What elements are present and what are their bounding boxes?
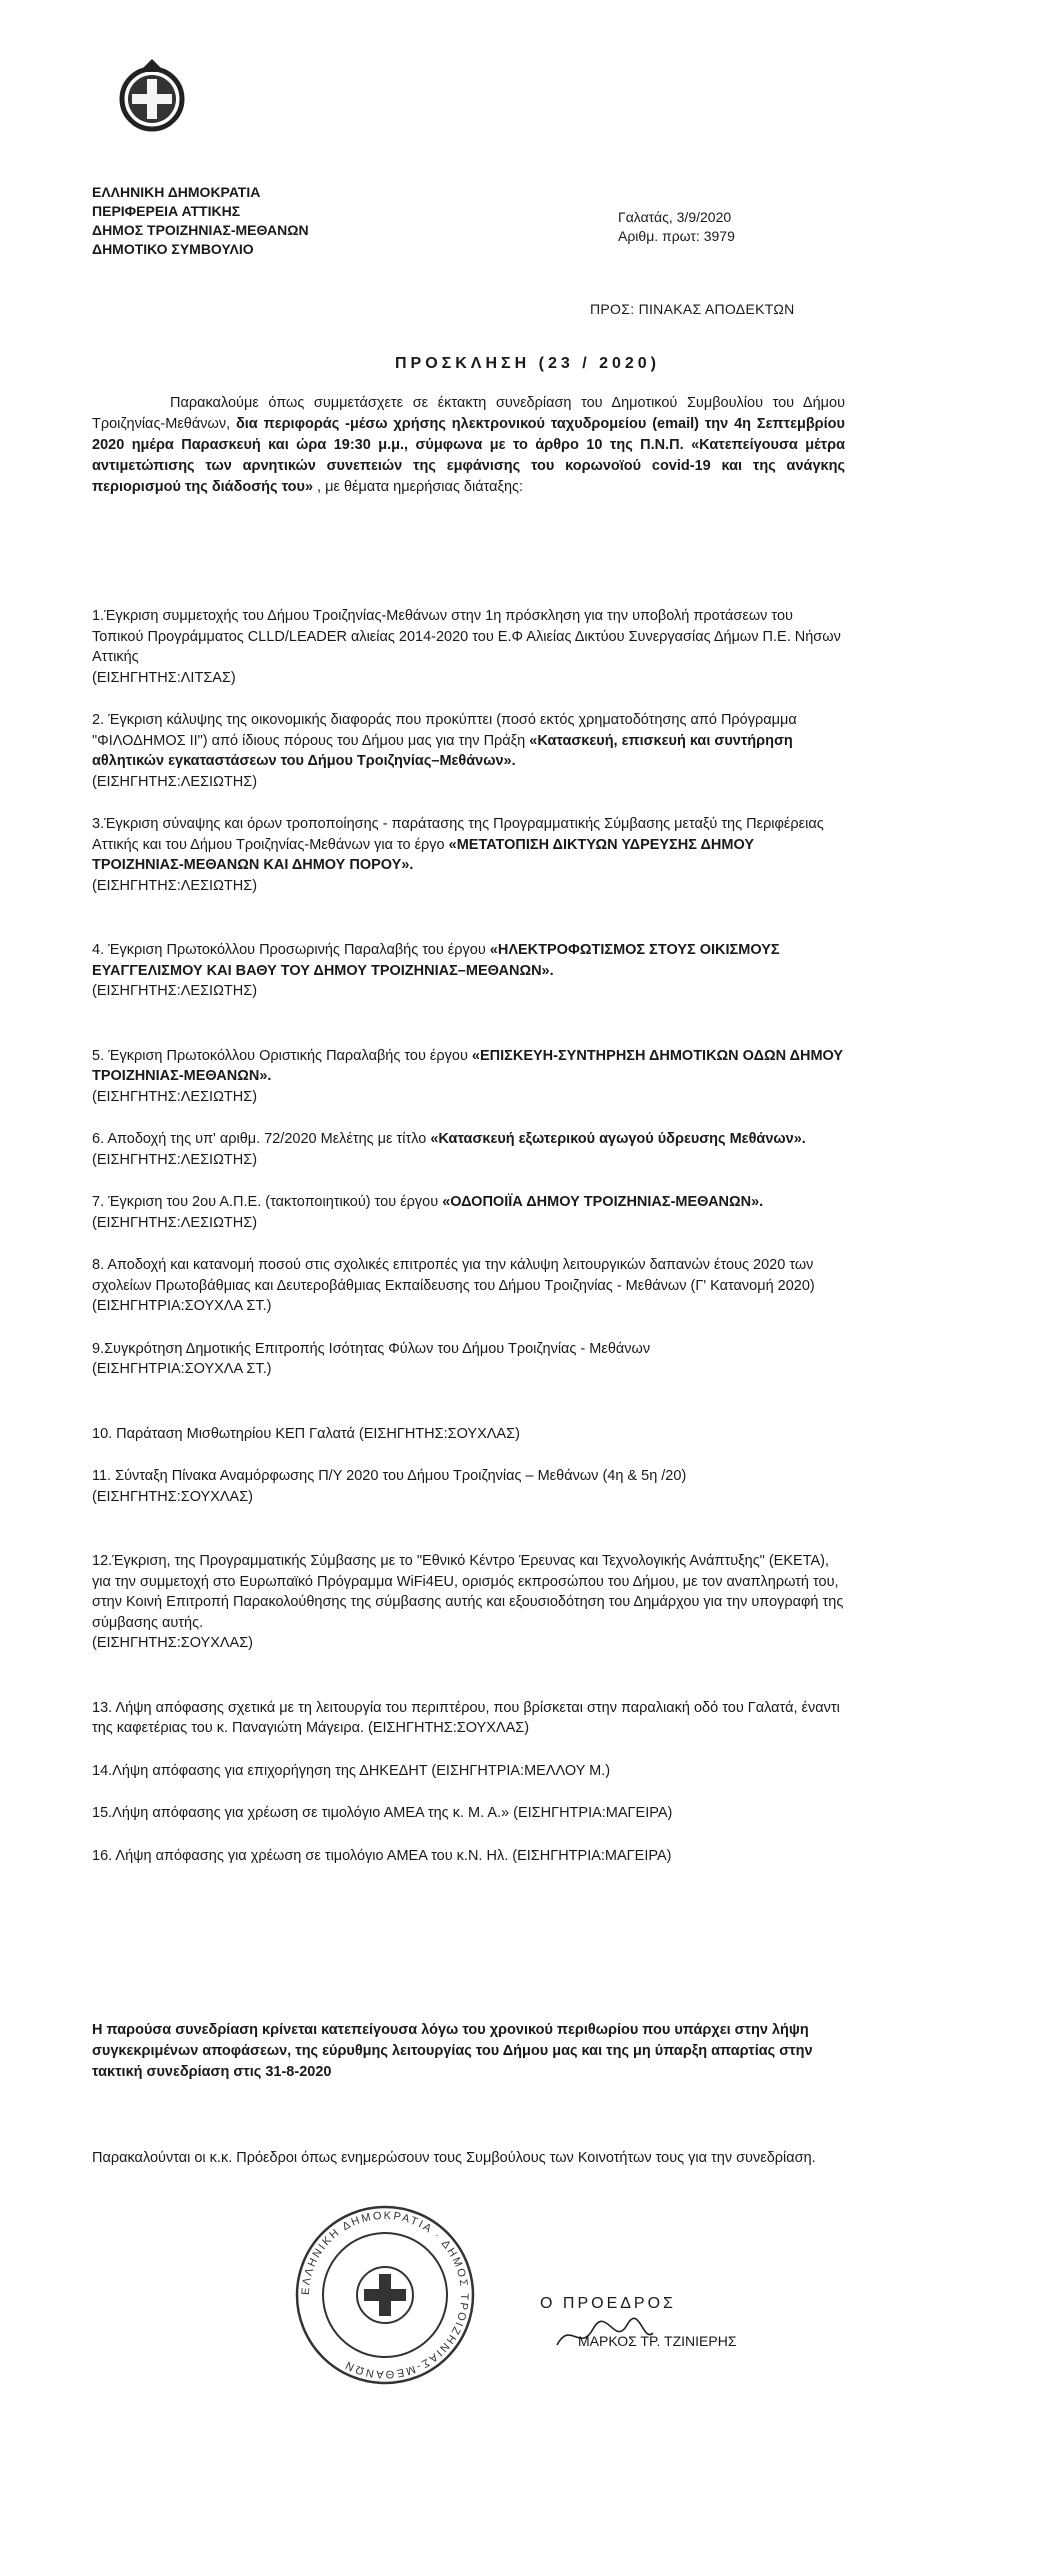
issuer-header (92, 183, 309, 259)
agenda-item-body: 4. Έγκριση Πρωτοκόλλου Προσωρινής Παραλαβής του έργου (92, 942, 490, 958)
urgency-statement: Η παρούσα συνεδρίαση κρίνεται κατεπείγουσα λόγω του χρονικού περιθωρίου που υπάρχει στην λήψη συγκεκριμένων αποφάσεων, της εύρυθμης λειτουργίας του Δήμου μας και της μη ύπαρξη απαρτίας στην τακτική συνεδρίαση στις 31-8-2020 (92, 2022, 813, 2080)
agenda-item-project-title: «ΕΠΙΣΚΕΥΗ-ΣΥΝΤΗΡΗΣΗ ΔΗΜΟΤΙΚΩΝ ΟΔΩΝ ΔΗΜΟΥ ΤΡΟΙΖΗΝΙΑΣ-ΜΕΘΑΝΩΝ». (92, 1047, 844, 1084)
agenda-item-rapporteur: (ΕΙΣΗΓΗΤΗΣ:ΛΕΣΙΩΤΗΣ) (92, 773, 258, 790)
agenda-list (92, 606, 845, 1866)
agenda-item-text (92, 1424, 845, 1445)
intro-part-1: Παρακαλούμε όπως συμμετάσχετε σε έκτακτη συνεδρίαση του Δημοτικού Συμβουλίου του Δήμου Τροιζηνίας-Μεθάνων, (92, 395, 845, 432)
agenda-item-body: 6. Αποδοχή της υπ' αριθμ. 72/2020 Μελέτης με τίτλο (92, 1131, 431, 1147)
agenda-item-text (92, 1192, 845, 1233)
agenda-item-body: 12.Έγκριση, της Προγραμματικής Σύμβασης με το "Εθνικό Κέντρο Έρευνας και Τεχνολογικής Ανάπτυξης" (ΕΚΕΤΑ), για την συμμετοχή στο Ευρωπαϊκό Πρόγραμμα WiFi4EU, ορισμός εκπροσώπου του Δήμου, με τον αναπληρωτή του, στην Κοινή Επιτροπή Παρακολούθησης της σύμβασης αυτής και εξουσιοδότηση του Δημάρχου για την υπογραφή της σύμβασης αυτής. (92, 1553, 844, 1631)
agenda-item-rapporteur: (ΕΙΣΗΓΗΤΡΙΑ:ΣΟΥΧΛΑ ΣΤ.) (92, 1361, 272, 1377)
president-name: ΜΑΡΚΟΣ ΤΡ. ΤΖΙΝΙΕΡΗΣ (578, 2333, 737, 2349)
agenda-item-body: 1.Έγκριση συμμετοχής του Δήμου Τροιζηνίας-Μεθάνων στην 1η πρόσκληση για την υποβολή προτάσεων του Τοπικού Προγράμματος CLLD/LEADER αλιείας 2014-2020 του Ε.Φ Αλιείας Δικτύου Συνεργασίας Δήμων Π.Ε. Νήσων Αττικής (92, 608, 841, 665)
header-line: ΔΗΜΟΣ ΤΡΟΙΖΗΝΙΑΣ-ΜΕΘΑΝΩΝ (92, 222, 309, 238)
agenda-item (92, 1551, 845, 1654)
agenda-item-rapporteur: (ΕΙΣΗΓΗΤΡΙΑ:ΣΟΥΧΛΑ ΣΤ.) (92, 1298, 272, 1314)
agenda-item-body: 16. Λήψη απόφασης για χρέωση σε τιμολόγιο ΑΜΕΑ του κ.Ν. Ηλ. (ΕΙΣΗΓΗΤΡΙΑ:ΜΑΓΕΙΡΑ) (92, 1847, 672, 1864)
recipients-line: ΠΡΟΣ: ΠΙΝΑΚΑΣ ΑΠΟΔΕΚΤΩΝ (590, 301, 795, 317)
agenda-item (92, 1046, 845, 1108)
agenda-item-text (92, 1255, 845, 1296)
agenda-item-body: 7. Έγκριση του 2ου Α.Π.Ε. (τακτοποιητικού) του έργου (92, 1194, 443, 1210)
agenda-item (92, 1424, 845, 1445)
header-line: ΠΕΡΙΦΕΡΕΙΑ ΑΤΤΙΚΗΣ (92, 203, 241, 219)
agenda-item-text (92, 1761, 845, 1782)
agenda-item-text (92, 1466, 845, 1487)
protocol-number: Αριθμ. πρωτ: 3979 (618, 228, 735, 244)
agenda-item-body: 2. Έγκριση κάλυψης της οικονομικής διαφοράς που προκύπτει (ποσό εκτός χρηματοδότησης από Πρόγραμμα "ΦΙΛΟΔΗΜΟΣ ΙΙ") από ίδιους πόρους του Δήμου μας για την Πράξη (92, 712, 797, 749)
agenda-item-body: 11. Σύνταξη Πίνακα Αναμόρφωσης Π/Υ 2020 του Δήμου Τροιζηνίας – Μεθάνων (4η & 5η /20) (92, 1468, 687, 1484)
agenda-item (92, 1255, 845, 1317)
agenda-item (92, 1698, 845, 1739)
agenda-item-text (92, 1698, 845, 1739)
agenda-item-rapporteur: (ΕΙΣΗΓΗΤΗΣ:ΛΕΣΙΩΤΗΣ) (92, 983, 258, 999)
agenda-item-project-title: «Κατασκευή, επισκευή και συντήρηση αθλητικών εγκαταστάσεων του Δήμου Τροιζηνίας–Μεθάνων». (92, 732, 793, 769)
agenda-item (92, 1466, 845, 1507)
agenda-item-project-title: «ΟΔΟΠΟΙΪΑ ΔΗΜΟΥ ΤΡΟΙΖΗΝΙΑΣ-ΜΕΘΑΝΩΝ». (442, 1194, 764, 1210)
agenda-item-project-title: «Κατασκευή εξωτερικού αγωγού ύδρευσης Μεθάνων». (430, 1131, 806, 1147)
agenda-item-project-title: «ΜΕΤΑΤΟΠΙΣΗ ΔΙΚΤΥΩΝ ΥΔΡΕΥΣΗΣ ΔΗΜΟΥ ΤΡΟΙΖΗΝΙΑΣ-ΜΕΘΑΝΩΝ ΚΑΙ ΔΗΜΟΥ ΠΟΡΟΥ». (92, 836, 754, 873)
agenda-item-text (92, 940, 845, 981)
agenda-item-text (92, 1046, 845, 1087)
agenda-item (92, 1846, 845, 1867)
agenda-item (92, 710, 845, 792)
presidents-notice: Παρακαλούνται οι κ.κ. Πρόεδροι όπως ενημερώσουν τους Συμβούλους των Κοινοτήτων τους για την συνεδρίαση. (92, 2150, 816, 2166)
agenda-item-text (92, 710, 845, 772)
stamp-ring-text: ΕΛΛΗΝΙΚΗ ΔΗΜΟΚΡΑΤΙΑ · ΔΗΜΟΣ ΤΡΟΙΖΗΝΙΑΣ-ΜΕΘΑΝΩΝ (299, 2209, 471, 2381)
document-date: Γαλατάς, 3/9/2020 (618, 209, 732, 225)
agenda-item (92, 1192, 845, 1233)
document-title: ΠΡΟΣΚΛΗΣΗ (23 / 2020) (394, 355, 661, 372)
agenda-item-text (92, 1803, 845, 1824)
agenda-item (92, 814, 845, 896)
agenda-item-tail: (ΕΙΣΗΓΗΤΗΣ:ΛΕΣΙΩΤΗΣ) (92, 1214, 258, 1231)
official-stamp-seal (290, 2200, 480, 2390)
agenda-item-body: 5. Έγκριση Πρωτοκόλλου Οριστικής Παραλαβής του έργου (92, 1047, 472, 1064)
agenda-item-text (92, 1129, 845, 1150)
agenda-item-body: 15.Λήψη απόφασης για χρέωση σε τιμολόγιο ΑΜΕΑ της κ. Μ. Α.» (ΕΙΣΗΓΗΤΡΙΑ:ΜΑΓΕΙΡΑ) (92, 1805, 673, 1821)
header-line: ΔΗΜΟΤΙΚΟ ΣΥΜΒΟΥΛΙΟ (92, 241, 254, 257)
agenda-item-body: 9.Συγκρότηση Δημοτικής Επιτροπής Ισότητας Φύλων του Δήμου Τροιζηνίας - Μεθάνων (92, 1340, 651, 1357)
agenda-item-text (92, 1339, 845, 1360)
agenda-item-text (92, 1846, 845, 1867)
agenda-item (92, 1803, 845, 1824)
agenda-item-rapporteur: (ΕΙΣΗΓΗΤΗΣ:ΛΕΣΙΩΤΗΣ) (92, 1088, 258, 1105)
agenda-item-rapporteur: (ΕΙΣΗΓΗΤΗΣ:ΛΕΣΙΩΤΗΣ) (92, 1151, 258, 1168)
agenda-item (92, 940, 845, 1002)
agenda-item-body: 8. Αποδοχή και κατανομή ποσού στις σχολικές επιτροπές για την κάλυψη λειτουργικών δαπανών έτους 2020 των σχολείων Πρωτοβάθμιας και Δευτεροβάθμιας Εκπαίδευσης του Δήμου Τροιζηνίας - Μεθάνων (Γ' Κατανομή 2020) (92, 1257, 815, 1294)
agenda-item-rapporteur: (ΕΙΣΗΓΗΤΗΣ:ΛΙΤΣΑΣ) (92, 669, 236, 686)
agenda-item-body: 13. Λήψη απόφασης σχετικά με τη λειτουργία του περιπτέρου, που βρίσκεται στην παραλιακή οδό του Γαλατά, έναντι της καφετέριας του κ. Παναγιώτη Μάγειρα. (ΕΙΣΗΓΗΤΗΣ:ΣΟΥΧΛΑΣ) (92, 1699, 840, 1736)
date-block (618, 208, 735, 246)
agenda-item-body: 14.Λήψη απόφασης για επιχορήγηση της ΔΗΚΕΔΗΤ (ΕΙΣΗΓΗΤΡΙΑ:ΜΕΛΛΟΥ Μ.) (92, 1762, 611, 1779)
header-line: ΕΛΛΗΝΙΚΗ ΔΗΜΟΚΡΑΤΙΑ (92, 184, 261, 200)
agenda-item-body: 10. Παράταση Μισθωτηρίου ΚΕΠ Γαλατά (ΕΙΣΗΓΗΤΗΣ:ΣΟΥΧΛΑΣ) (92, 1425, 520, 1442)
agenda-item-text (92, 1551, 845, 1633)
agenda-item-text (92, 814, 845, 876)
agenda-item-text (92, 606, 845, 668)
agenda-item-rapporteur: (ΕΙΣΗΓΗΤΗΣ:ΣΟΥΧΛΑΣ) (92, 1635, 254, 1651)
intro-paragraph (92, 393, 845, 498)
agenda-item (92, 1761, 845, 1782)
intro-part-2: δια περιφοράς -μέσω χρήσης ηλεκτρονικού ταχυδρομείου (email) την 4η Σεπτεμβρίου 2020 ημέρα Παρασκευή και ώρα 19:30 μ.μ., σύμφωνα με το άρθρο 10 της Π.Ν.Π. «Κατεπείγουσα μέτρα αντιμετώπισης των αρνητικών συνεπειών της εμφάνισης του κορωνοϊού covid-19 και της ανάγκης περιορισμού της διάδοσής του» (92, 416, 845, 495)
agenda-item-project-title: «ΗΛΕΚΤΡΟΦΩΤΙΣΜΟΣ ΣΤΟΥΣ ΟΙΚΙΣΜΟΥΣ ΕΥΑΓΓΕΛΙΣΜΟΥ ΚΑΙ ΒΑΘΥ ΤΟΥ ΔΗΜΟΥ ΤΡΟΙΖΗΝΙΑΣ–ΜΕΘΑΝΩΝ». (92, 942, 780, 979)
coat-of-arms-emblem (112, 55, 192, 135)
agenda-item (92, 1129, 845, 1170)
agenda-item-rapporteur: (ΕΙΣΗΓΗΤΗΣ:ΣΟΥΧΛΑΣ) (92, 1488, 254, 1505)
agenda-item-rapporteur: (ΕΙΣΗΓΗΤΗΣ:ΛΕΣΙΩΤΗΣ) (92, 877, 258, 894)
intro-part-3: , με θέματα ημερήσιας διάταξης: (313, 479, 524, 495)
signature-title: Ο ΠΡΟΕΔΡΟΣ (540, 2295, 676, 2312)
agenda-item (92, 606, 845, 688)
agenda-item (92, 1339, 845, 1380)
agenda-item-body: 3.Έγκριση σύναψης και όρων τροποποίησης - παράτασης της Προγραμματικής Σύμβασης μεταξύ της Περιφέρειας Αττικής και του Δήμου Τροιζηνίας-Μεθάνων για το έργο (92, 816, 824, 853)
